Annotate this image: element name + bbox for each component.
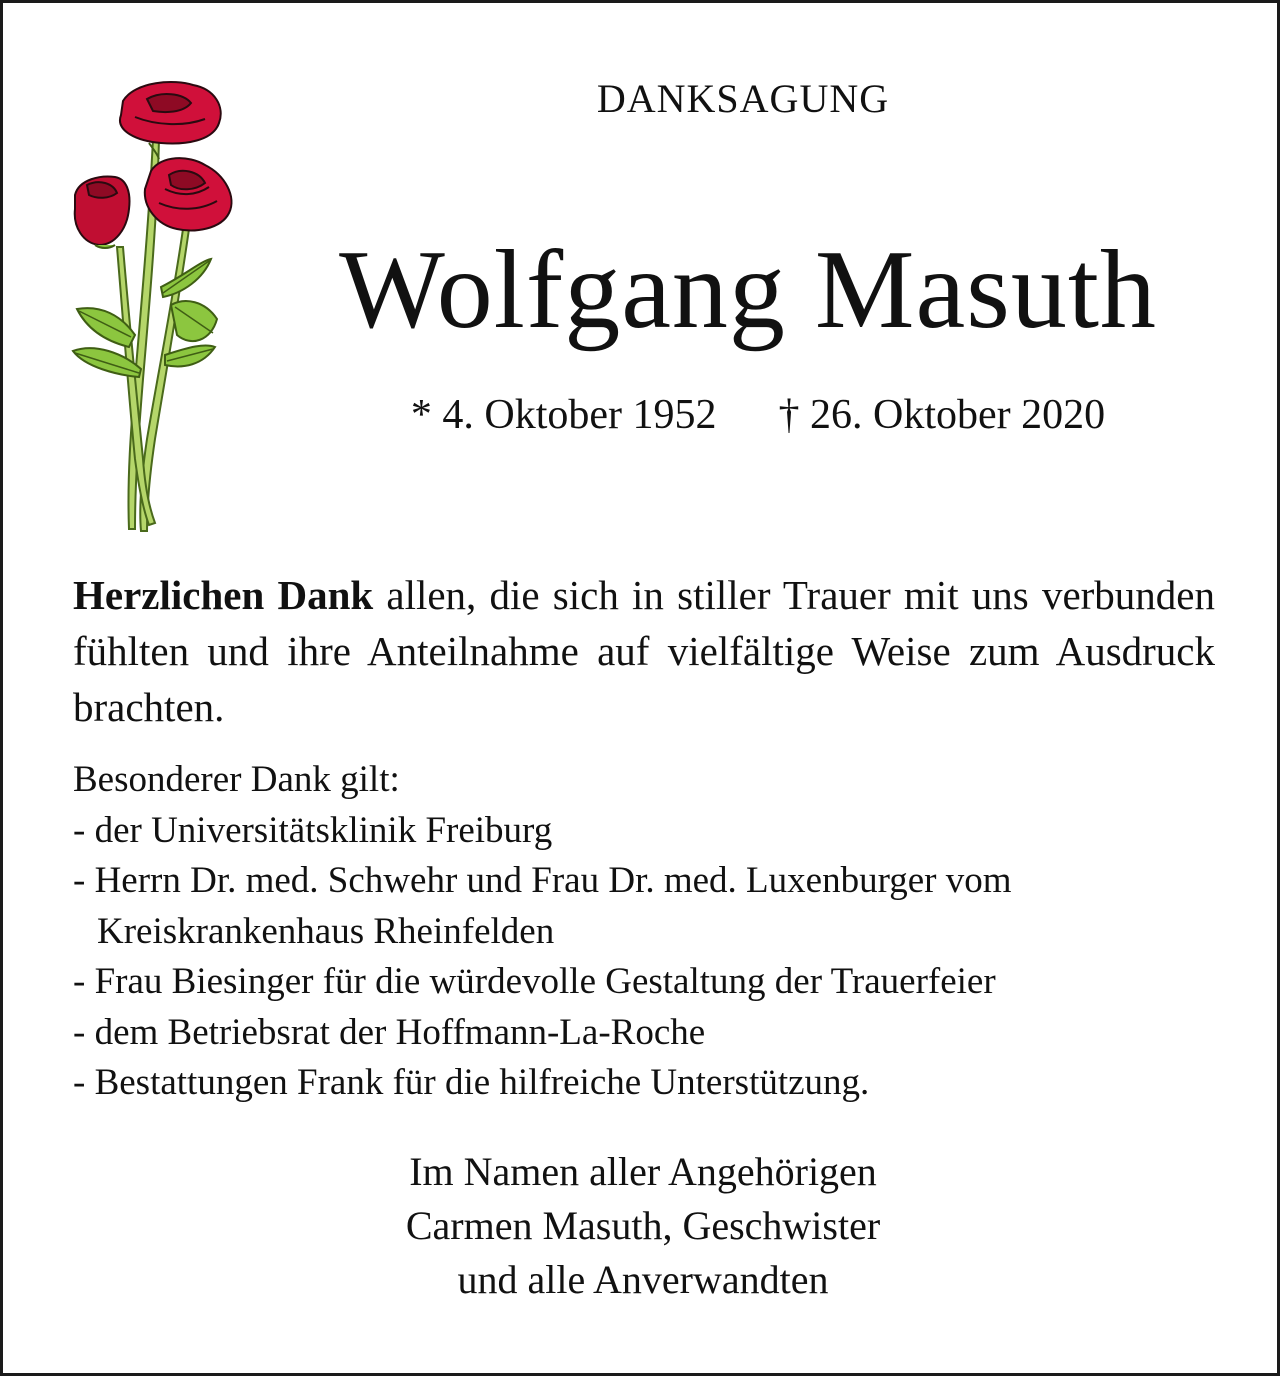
signoff-line: und alle Anverwandten (457, 1257, 829, 1302)
list-item: - Herrn Dr. med. Schwehr und Frau Dr. med. Luxenburger vom Kreiskrankenhaus Rheinfelden (73, 860, 1012, 952)
thanks-text: allen, die sich in stiller Trauer mit uns verbunden fühlten und ihre Anteilnahme auf vielfältige Weise zum Ausdruck brachten. (73, 572, 1215, 730)
notice-heading: DANKSAGUNG (596, 76, 890, 121)
deceased-name: Wolfgang Masuth (339, 228, 1157, 352)
red-roses-icon (65, 79, 245, 535)
list-item: - der Universitätsklinik Freiburg (73, 809, 553, 851)
list-item: - Frau Biesinger für die würdevolle Gestaltung der Trauerfeier (73, 961, 996, 1002)
birth-date: * 4. Oktober 1952 (410, 392, 717, 438)
signoff-line: Carmen Masuth, Geschwister (405, 1203, 881, 1248)
life-dates (263, 391, 1253, 439)
list-item: - dem Betriebsrat der Hoffmann-La-Roche (73, 1011, 706, 1053)
thanks-bold-lead: Herzlichen Dank (73, 572, 374, 618)
thanks-paragraph (73, 567, 1215, 735)
special-thanks-list (73, 806, 1223, 1109)
special-thanks-section (73, 755, 1223, 1109)
list-item: - Bestattungen Frank für die hilfreiche Unterstützung. (73, 1062, 870, 1103)
signoff-line: Im Namen aller Angehörigen (409, 1149, 877, 1194)
signoff (203, 1145, 1083, 1307)
special-thanks-intro: Besonderer Dank gilt: (73, 759, 400, 800)
death-date: † 26. Oktober 2020 (778, 392, 1106, 438)
